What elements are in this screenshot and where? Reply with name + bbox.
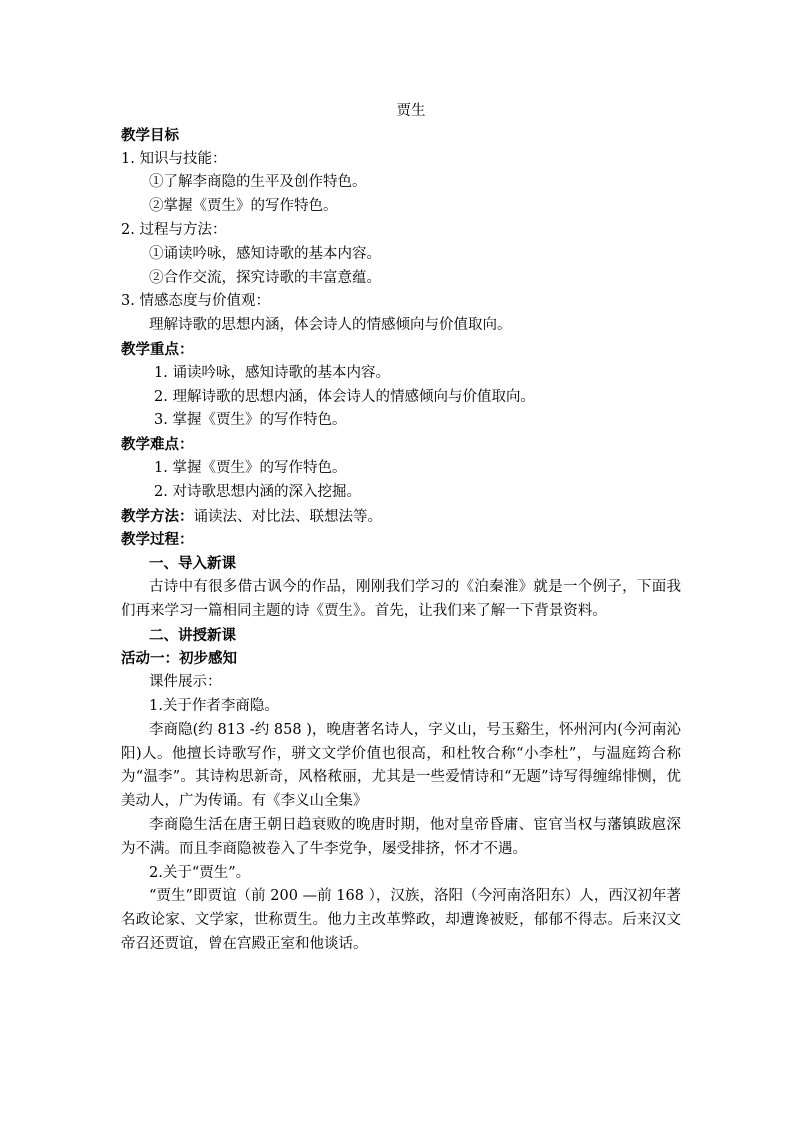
activity-heading: 活动一：初步感知 xyxy=(121,650,237,668)
jiasheng-paragraph: “贾生”即贾谊（前 200 —前 168 ），汉族，洛阳（今河南洛阳东）人，西汉初年著名政论家、文学家，世称贾生。他力主改革弊政，却遭谗被贬，郁郁不得志。后来汉文帝召还贾谊，曾在宫殿正室和他谈话。 xyxy=(121,888,681,952)
objective-item: 1. 知识与技能： xyxy=(121,150,227,167)
section-heading: 一、导入新课 xyxy=(149,555,236,573)
objectives-heading: 教学目标 xyxy=(121,126,179,144)
difficulty-item: 2. 对诗歌思想内涵的深入挖掘。 xyxy=(154,483,361,500)
page-title: 贾生 xyxy=(396,103,426,119)
section-heading: 二、讲授新课 xyxy=(149,626,236,644)
author-paragraph: 李商隐(约 813 -约 858 )，晚唐著名诗人，字义山，号玉谿生，怀州河内(今河南沁阳)人。他擅长诗歌写作，骈文文学价值也很高，和杜牧合称“小李杜”，与温庭筠合称为“温李”。其诗构思新奇，风格秾丽，尤其是一些爱情诗和“无题”诗写得缠绵悱恻，优美动人，广为传诵。有《李义山全集》 xyxy=(121,721,681,810)
objective-subitem: 理解诗歌的思想内涵，体会诗人的情感倾向与价值取向。 xyxy=(149,317,512,334)
objective-subitem: ②合作交流，探究诗歌的丰富意蕴。 xyxy=(149,269,381,286)
focus-item: 3. 掌握《贾生》的写作特色。 xyxy=(154,412,347,429)
focus-heading: 教学重点： xyxy=(121,340,194,358)
method-text: 诵读法、对比法、联想法等。 xyxy=(193,508,382,525)
author-subheading: 1.关于作者李商隐。 xyxy=(149,697,279,714)
method-line xyxy=(121,505,681,529)
intro-paragraph: 古诗中有很多借古讽今的作品，刚刚我们学习的《泊秦淮》就是一个例子，下面我们再来学习一篇相同主题的诗《贾生》。首先，让我们来了解一下背景资料。 xyxy=(121,578,681,619)
objective-item: 2. 过程与方法： xyxy=(121,221,227,238)
objective-subitem: ②掌握《贾生》的写作特色。 xyxy=(149,198,338,215)
document-body xyxy=(121,100,681,957)
objective-item: 3. 情感态度与价值观： xyxy=(121,293,270,310)
jiasheng-subheading: 2.关于“贾生”。 xyxy=(149,864,251,881)
objective-subitem: ①诵读吟咏，感知诗歌的基本内容。 xyxy=(149,245,381,262)
method-label: 教学方法： xyxy=(121,507,194,525)
focus-item: 2. 理解诗歌的思想内涵，体会诗人的情感倾向与价值取向。 xyxy=(154,388,535,405)
author-context-paragraph: 李商隐生活在唐王朝日趋衰败的晚唐时期，他对皇帝昏庸、宦官当权与藩镇跋扈深为不满。而且李商隐被卷入了牛李党争，屡受排挤，怀才不遇。 xyxy=(121,816,681,857)
objective-subitem: ①了解李商隐的生平及创作特色。 xyxy=(149,174,367,191)
focus-item: 1. 诵读吟咏，感知诗歌的基本内容。 xyxy=(154,364,390,381)
process-heading: 教学过程： xyxy=(121,531,194,549)
courseware-label: 课件展示： xyxy=(149,674,222,691)
difficulty-item: 1. 掌握《贾生》的写作特色。 xyxy=(154,459,347,476)
difficulty-heading: 教学难点： xyxy=(121,436,194,454)
